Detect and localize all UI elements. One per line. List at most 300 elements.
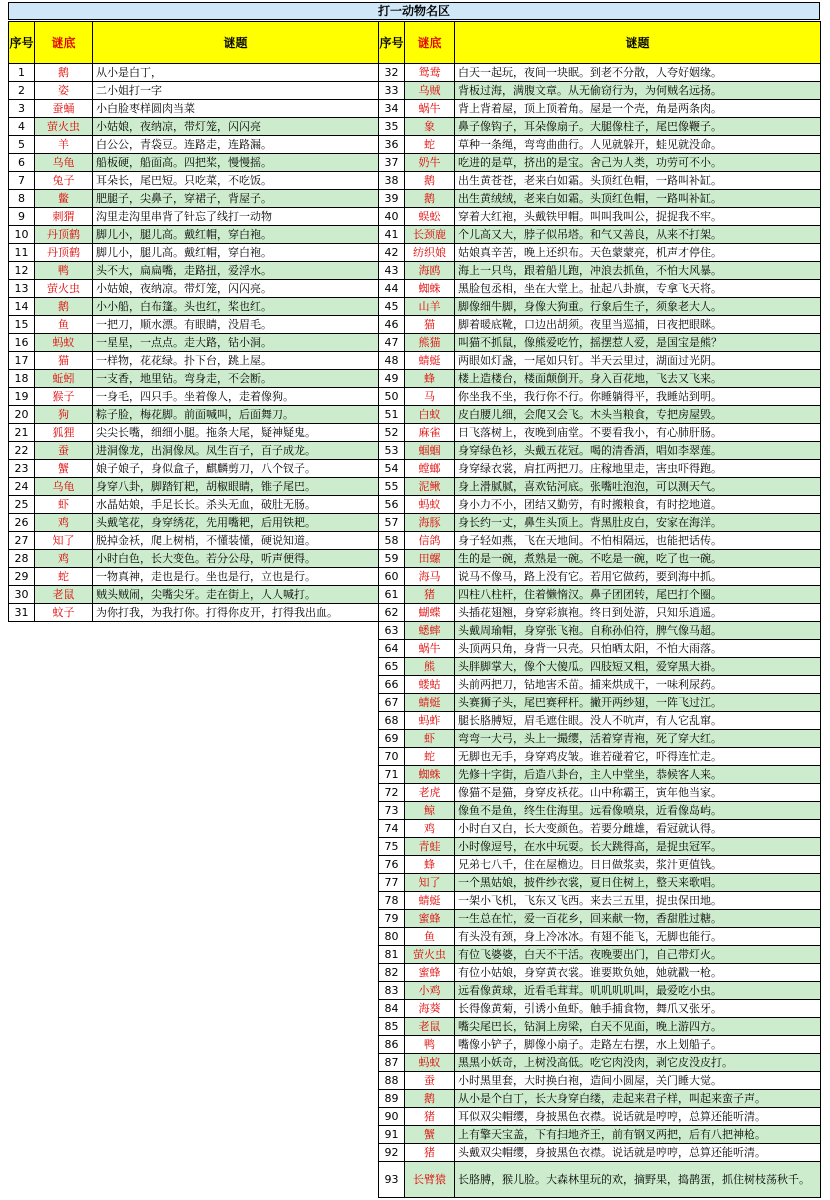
riddle-number: 1 [9,64,35,82]
riddle-answer: 蜗牛 [405,100,455,118]
riddle-row [379,1090,821,1108]
riddle-answer: 丹顶鹤 [35,244,93,262]
riddle-row [9,406,379,424]
riddle-row [379,460,821,478]
riddle-number: 81 [379,946,405,964]
riddle-number: 27 [9,532,35,550]
riddle-number: 43 [379,262,405,280]
header-clue: 谜题 [93,22,379,64]
riddle-clue: 像猫不是猫，身穿皮袄花。山中称霸王，寅年他当家。 [455,784,821,802]
riddle-clue: 身穿八卦，脚踏钉耙，胡椒眼睛，锥子尾巴。 [93,478,379,496]
riddle-number: 45 [379,298,405,316]
riddle-row [379,316,821,334]
riddle-clue: 小小船，白布篷。头也红，桨也红。 [93,298,379,316]
riddle-row [379,136,821,154]
riddle-clue: 小时像逗号，在水中玩耍。长大跳得高，是捉虫冠军。 [455,838,821,856]
riddle-clue: 脚儿小，腿儿高。戴红帽，穿白袍。 [93,226,379,244]
header-seq: 序号 [9,22,35,64]
riddle-number: 47 [379,334,405,352]
riddle-number: 38 [379,172,405,190]
riddle-row [379,964,821,982]
riddle-clue: 两眼如灯盏，一尾如只钉。半天云里过，湖面过光阴。 [455,352,821,370]
riddle-answer: 蜘蛛 [405,766,455,784]
riddle-answer: 蛇 [405,136,455,154]
riddle-clue: 从小是白丁， [93,64,379,82]
riddle-row [379,928,821,946]
riddle-clue: 有位小姑娘，身穿黄衣裳。谁要欺负她，她就戳一枪。 [455,964,821,982]
riddle-clue: 有头没有颈，身上冷冰冰。有翅不能飞，无脚也能行。 [455,928,821,946]
riddle-answer: 海葵 [405,1000,455,1018]
riddle-row [379,154,821,172]
riddle-number: 54 [379,460,405,478]
riddle-answer: 虾 [35,496,93,514]
riddle-number: 88 [379,1072,405,1090]
riddle-number: 33 [379,82,405,100]
riddle-number: 62 [379,604,405,622]
riddle-row [379,838,821,856]
riddle-answer: 蚕蛹 [35,100,93,118]
riddle-answer: 蜜蜂 [405,964,455,982]
riddle-clue: 个儿高又大，脖子似吊塔。和气又善良，从来不打架。 [455,226,821,244]
riddle-row [379,550,821,568]
riddle-clue: 头顶两只角，身背一只壳。只怕晒太阳，不怕大雨落。 [455,640,821,658]
riddle-clue: 鼻子像钩子，耳朵像扇子。大腿像柱子，尾巴像鞭子。 [455,118,821,136]
riddle-row [9,118,379,136]
riddle-row [9,496,379,514]
riddle-row [9,604,379,622]
riddle-number: 26 [9,514,35,532]
riddle-answer: 奶牛 [405,154,455,172]
riddle-clue: 脚着暖底靴，口边出胡须。夜里当巡捕，日夜把眼眯。 [455,316,821,334]
riddle-row [379,766,821,784]
riddle-row [9,172,379,190]
riddle-row [9,262,379,280]
riddle-number: 4 [9,118,35,136]
riddle-answer: 鳖 [35,190,93,208]
riddle-number: 61 [379,586,405,604]
riddle-clue: 一身毛，四只手。坐着像人，走着像狗。 [93,388,379,406]
riddle-answer: 蚕 [405,1072,455,1090]
riddle-clue: 耳朵长，尾巴短。只吃菜，不吃饭。 [93,172,379,190]
riddle-number: 58 [379,532,405,550]
riddle-clue: 脱掉金袄，爬上树梢，不懂装懂，硬说知道。 [93,532,379,550]
riddle-number: 60 [379,568,405,586]
riddle-number: 71 [379,766,405,784]
riddle-row [379,298,821,316]
riddle-clue: 一把刀，顺水漂。有眼睛，没眉毛。 [93,316,379,334]
riddle-number: 13 [9,280,35,298]
riddle-number: 29 [9,568,35,586]
riddle-answer: 蜗牛 [405,640,455,658]
riddle-clue: 小时黑里套，大时换白袍，造间小圆屋，关门睡大觉。 [455,1072,821,1090]
riddle-answer: 螳螂 [405,460,455,478]
header-clue: 谜题 [455,22,821,64]
riddle-number: 34 [379,100,405,118]
riddle-row [379,820,821,838]
riddle-row [379,424,821,442]
riddle-row [379,784,821,802]
riddle-row [9,388,379,406]
riddle-row [379,262,821,280]
riddle-number: 17 [9,352,35,370]
riddle-number: 35 [379,118,405,136]
riddle-number: 24 [9,478,35,496]
riddle-clue: 小时白又白，长大变颜色。若要分雌雄，看冠就认得。 [455,820,821,838]
riddle-number: 51 [379,406,405,424]
riddle-row [379,496,821,514]
riddle-clue: 进洞像龙，出洞像凤。凤生百子，百子成龙。 [93,442,379,460]
riddle-answer: 鲸 [405,802,455,820]
riddle-clue: 船板硬，船面高。四把桨，慢慢摇。 [93,154,379,172]
riddle-number: 8 [9,190,35,208]
riddle-answer: 猪 [405,586,455,604]
riddle-clue: 头戴笔花，身穿绣花，先用嘴耙，后用铁耙。 [93,514,379,532]
riddle-answer: 蜻蜓 [405,352,455,370]
riddle-clue: 一生总在忙，爱一百花乡，回来献一物，香甜胜过糖。 [455,910,821,928]
riddle-number: 18 [9,370,35,388]
riddle-number: 2 [9,82,35,100]
riddle-answer: 羊 [35,136,93,154]
riddle-clue: 先修十字街，后造八卦台，主人中堂坐，恭候客人来。 [455,766,821,784]
riddle-number: 50 [379,388,405,406]
riddle-answer: 蚂蚱 [405,712,455,730]
riddle-answer: 蚊子 [35,604,93,622]
riddle-row [9,568,379,586]
riddle-answer: 蚕 [35,442,93,460]
table-header-row [379,22,821,64]
riddle-row [9,316,379,334]
riddle-row [379,1036,821,1054]
riddle-number: 31 [9,604,35,622]
riddle-clue: 腿长胳膊短，眉毛遮住眼。没人不吭声，有人它乱窜。 [455,712,821,730]
riddle-row [9,226,379,244]
riddle-answer: 蚂蚁 [35,334,93,352]
riddle-row [379,532,821,550]
riddle-answer: 海鸥 [405,262,455,280]
riddle-row [9,244,379,262]
riddle-rows-right [379,64,821,1198]
riddle-number: 49 [379,370,405,388]
riddle-answer: 乌龟 [35,478,93,496]
riddle-number: 11 [9,244,35,262]
riddle-number: 87 [379,1054,405,1072]
riddle-answer: 鱼 [405,928,455,946]
riddle-row [379,1162,821,1198]
riddle-answer: 鸭 [405,1036,455,1054]
riddle-number: 59 [379,550,405,568]
riddle-clue: 背上背着屋，顶上顶着角。屋是一个壳，角是两条肉。 [455,100,821,118]
riddle-clue: 从小是个白丁，长大身穿白缕，走起来君子样，叫起来蛮子声。 [455,1090,821,1108]
riddle-clue: 背板过海，满腹文章。从无偷窃行为，为何贼名远扬。 [455,82,821,100]
riddle-number: 12 [9,262,35,280]
riddle-answer: 萤火虫 [405,946,455,964]
riddle-answer: 蟹 [35,460,93,478]
riddle-row [379,172,821,190]
riddle-row [379,712,821,730]
riddle-answer: 蜈蚣 [405,208,455,226]
riddle-answer: 蛇 [35,568,93,586]
riddle-clue: 楼上造楼台，楼面颠倒开。身入百花地，飞去又飞来。 [455,370,821,388]
riddle-clue: 沟里走沟里串背了针忘了线打一动物 [93,208,379,226]
riddle-number: 44 [379,280,405,298]
riddle-number: 63 [379,622,405,640]
riddle-number: 83 [379,982,405,1000]
riddle-clue: 嘴像小铲子，脚像小扇子。走路左右摆，水上划船子。 [455,1036,821,1054]
riddle-answer: 象 [405,118,455,136]
riddle-answer: 海豚 [405,514,455,532]
riddle-row [379,406,821,424]
riddle-row [379,208,821,226]
riddle-clue: 脚儿小，腿儿高。戴红帽，穿白袍。 [93,244,379,262]
riddle-clue: 脚像细牛脚，身像大狗重。行象后生子，须象老大人。 [455,298,821,316]
riddle-number: 76 [379,856,405,874]
riddle-clue: 头赛狮子头，尾巴赛秤杆。撇开两纱翅，一阵飞过江。 [455,694,821,712]
riddle-row [379,478,821,496]
riddle-answer: 鹅 [35,64,93,82]
riddle-number: 55 [379,478,405,496]
riddle-answer: 鹅 [405,190,455,208]
riddle-answer: 虾 [405,730,455,748]
riddle-answer: 老虎 [405,784,455,802]
riddle-answer: 蚂蚁 [405,496,455,514]
riddle-clue: 小姑娘，夜纳凉。带灯笼，闪闪亮。 [93,280,379,298]
riddle-row [379,730,821,748]
riddle-number: 75 [379,838,405,856]
riddle-row [379,658,821,676]
riddle-answer: 猫 [35,352,93,370]
riddle-clue: 黑脸包丞相，坐在大堂上。扯起八卦旗，专拿飞天将。 [455,280,821,298]
riddle-answer: 萤火虫 [35,280,93,298]
riddle-row [9,532,379,550]
riddle-row [9,586,379,604]
riddle-number: 57 [379,514,405,532]
riddle-row [9,370,379,388]
riddle-number: 3 [9,100,35,118]
riddle-row [379,874,821,892]
riddle-answer: 鸡 [405,820,455,838]
riddle-row [379,676,821,694]
riddle-answer: 蜻蜓 [405,892,455,910]
riddle-answer: 老鼠 [405,1018,455,1036]
riddle-clue: 二小姐打一字 [93,82,379,100]
riddle-answer: 兔子 [35,172,93,190]
riddle-clue: 出生黄苍苍，老来白如霜。头顶红色帽，一路叫补缸。 [455,172,821,190]
riddle-row [379,334,821,352]
riddle-number: 23 [9,460,35,478]
riddle-row [379,442,821,460]
riddle-row [9,136,379,154]
riddle-row [379,244,821,262]
riddle-row [379,82,821,100]
riddle-clue: 头插花翅翘，身穿彩旗袍。终日到处游，只知乐逍遥。 [455,604,821,622]
riddle-row [379,1000,821,1018]
riddle-answer: 狗 [35,406,93,424]
riddle-row [379,370,821,388]
riddle-row [9,190,379,208]
riddle-number: 25 [9,496,35,514]
riddle-answer: 熊 [405,658,455,676]
riddle-row [9,460,379,478]
riddle-number: 28 [9,550,35,568]
sheet-title: 打一动物名区 [8,2,820,20]
riddle-row [379,910,821,928]
riddle-answer: 蝈蝈 [405,442,455,460]
riddle-number: 42 [379,244,405,262]
riddle-answer: 丹顶鹤 [35,226,93,244]
riddle-number: 91 [379,1126,405,1144]
riddle-clue: 弯弯一大弓，头上一撮缨，活着穿青袍，死了穿大红。 [455,730,821,748]
riddle-clue: 有位飞婆婆，白天不干活。夜晚要出门，自己带灯火。 [455,946,821,964]
riddle-number: 32 [379,64,405,82]
riddle-answer: 猪 [405,1108,455,1126]
riddle-row [379,190,821,208]
riddle-row [9,208,379,226]
riddle-number: 86 [379,1036,405,1054]
riddle-answer: 蛇 [405,748,455,766]
riddle-clue: 你坐我不坐，我行你不行。你睡躺得平，我睡站到明。 [455,388,821,406]
riddle-number: 39 [379,190,405,208]
riddle-number: 92 [379,1144,405,1162]
riddle-row [379,1054,821,1072]
riddle-number: 67 [379,694,405,712]
riddle-number: 16 [9,334,35,352]
riddle-answer: 鸭 [35,262,93,280]
riddle-clue: 长得像黄菊，引诱小鱼虾。触手捕食物，舞爪又张牙。 [455,1000,821,1018]
riddle-clue: 一物真神，走也是行。坐也是行，立也是行。 [93,568,379,586]
riddle-clue: 身子轻如燕，飞在天地间。不怕相隔远，也能把话传。 [455,532,821,550]
riddle-number: 37 [379,154,405,172]
riddle-number: 48 [379,352,405,370]
riddle-clue: 黑黑小妖奇，上树没高低。吃它肉没肉，剥它皮没皮打。 [455,1054,821,1072]
riddle-clue: 说马不像马，路上没有它。若用它做药，要到海中抓。 [455,568,821,586]
riddle-clue: 身穿绿衣裳，肩扛两把刀。庄稼地里走，害虫吓得跑。 [455,460,821,478]
riddle-answer: 蜘蛛 [405,280,455,298]
riddle-number: 78 [379,892,405,910]
riddle-clue: 像鱼不是鱼，终生住海里。远看像喷泉，近看像岛屿。 [455,802,821,820]
riddle-row [379,640,821,658]
riddle-clue: 白天一起玩，夜间一块眠。到老不分散，人夸好姻缘。 [455,64,821,82]
riddle-row [379,856,821,874]
riddle-row [379,748,821,766]
riddle-clue: 为你打我，为我打你。打得你皮开，打得我出血。 [93,604,379,622]
riddle-clue: 无脚也无手，身穿鸡皮皱。谁若碰着它，吓得连忙走。 [455,748,821,766]
riddle-table-right [378,21,821,1198]
riddle-number: 21 [9,424,35,442]
riddle-answer: 狐狸 [35,424,93,442]
riddle-answer: 蝴蝶 [405,604,455,622]
riddle-clue: 上有擎天宝盖，下有扫地齐王，前有钢叉两把，后有八把神枪。 [455,1126,821,1144]
riddle-row [379,568,821,586]
riddle-clue: 娘子娘子，身似盒子，麒麟剪刀，八个钗子。 [93,460,379,478]
riddle-answer: 鱼 [35,316,93,334]
riddle-answer: 蟹 [405,1126,455,1144]
riddle-clue: 吃进的是草，挤出的是宝。舍己为人类，功劳可不小。 [455,154,821,172]
riddle-number: 85 [379,1018,405,1036]
riddle-clue: 姑娘真辛苦，晚上还织布。天色蒙蒙亮，机声才停住。 [455,244,821,262]
riddle-row [379,1072,821,1090]
riddle-answer: 长颈鹿 [405,226,455,244]
riddle-number: 90 [379,1108,405,1126]
riddle-number: 93 [379,1162,405,1198]
riddle-row [379,622,821,640]
header-answer: 谜底 [405,22,455,64]
riddle-answer: 猫 [405,316,455,334]
riddle-answer: 蜜蜂 [405,910,455,928]
riddle-answer: 鹅 [35,298,93,316]
riddle-clue: 小姑娘，夜纳凉，带灯笼，闪闪亮 [93,118,379,136]
riddle-number: 20 [9,406,35,424]
riddle-row [379,64,821,82]
riddle-clue: 小时白色，长大变色。若分公母，听声便得。 [93,550,379,568]
riddle-number: 84 [379,1000,405,1018]
riddle-number: 79 [379,910,405,928]
riddle-clue: 身小力不小，团结又勤劳，有时搬粮食，有时挖地道。 [455,496,821,514]
riddle-row [379,352,821,370]
riddle-clue: 长胳膊，猴儿脸。大森林里玩的欢，摘野果，捣鹊蛋，抓住树枝荡秋千。 [455,1162,821,1198]
riddle-clue: 身穿绿色衫，头戴五花冠。喝的清香酒，唱如李翠莲。 [455,442,821,460]
riddle-number: 64 [379,640,405,658]
riddle-clue: 嘴尖尾巴长，钻洞上房梁，白天不见面，晚上游四方。 [455,1018,821,1036]
riddle-number: 19 [9,388,35,406]
riddle-answer: 鸡 [35,550,93,568]
riddle-answer: 山羊 [405,298,455,316]
riddle-answer: 乌龟 [35,154,93,172]
riddle-row [9,424,379,442]
riddle-number: 65 [379,658,405,676]
riddle-answer: 白蚁 [405,406,455,424]
riddle-answer: 鹅 [405,172,455,190]
riddle-clue: 一星星，一点点。走大路，钻小洞。 [93,334,379,352]
header-seq: 序号 [379,22,405,64]
riddle-clue: 皮白腰儿细，会爬又会飞。木头当粮食，专把房屋毁。 [455,406,821,424]
riddle-row [9,280,379,298]
riddle-number: 52 [379,424,405,442]
riddle-rows-left [9,64,379,622]
riddle-answer: 小鸡 [405,982,455,1000]
riddle-row [379,226,821,244]
riddle-clue: 水晶姑娘，手足长长。杀头无血，破肚无肠。 [93,496,379,514]
riddle-number: 6 [9,154,35,172]
riddle-number: 9 [9,208,35,226]
riddle-answer: 泥鳅 [405,478,455,496]
riddle-clue: 肥腿子，尖鼻子，穿裙子，背屋子。 [93,190,379,208]
riddle-clue: 草种一条绳，弯弯曲曲行。人见就躲开，蛙见就没命。 [455,136,821,154]
riddle-clue: 日飞落树上，夜晚到庙堂。不要看我小，有心肺肝肠。 [455,424,821,442]
riddle-row [379,982,821,1000]
riddle-clue: 耳似双尖帽缨，身披黑色衣襟。说话就是哼哼，总算还能听清。 [455,1108,821,1126]
riddle-number: 30 [9,586,35,604]
riddle-clue: 海上一只鸟，跟着船儿跑，冲浪去抓鱼，不怕大风暴。 [455,262,821,280]
riddle-answer: 刺猬 [35,208,93,226]
riddle-row [379,1126,821,1144]
riddle-number: 77 [379,874,405,892]
riddle-answer: 鸡 [35,514,93,532]
riddle-clue: 远看像黄球，近看毛茸茸。叽叽叽叽叫，最爱吃小虫。 [455,982,821,1000]
riddle-answer: 蚂蚁 [405,1054,455,1072]
riddle-clue: 头戴双尖帽缨，身披黑色衣襟。说话就是哼哼，总算还能听清。 [455,1144,821,1162]
riddle-number: 22 [9,442,35,460]
riddle-clue: 头戴周瑜帽，身穿张飞袍。自称孙伯符，脾气像马超。 [455,622,821,640]
riddle-answer: 知了 [35,532,93,550]
riddle-clue: 贼头贼闹，尖嘴尖牙。走在街上，人人喊打。 [93,586,379,604]
riddle-answer: 蜻蜓 [405,694,455,712]
riddle-clue: 身长约一丈，鼻生头顶上。背黑肚皮白，安家在海洋。 [455,514,821,532]
riddle-number: 15 [9,316,35,334]
riddle-answer: 纺织娘 [405,244,455,262]
riddle-row [379,514,821,532]
riddle-row [9,100,379,118]
riddle-answer: 乌贼 [405,82,455,100]
